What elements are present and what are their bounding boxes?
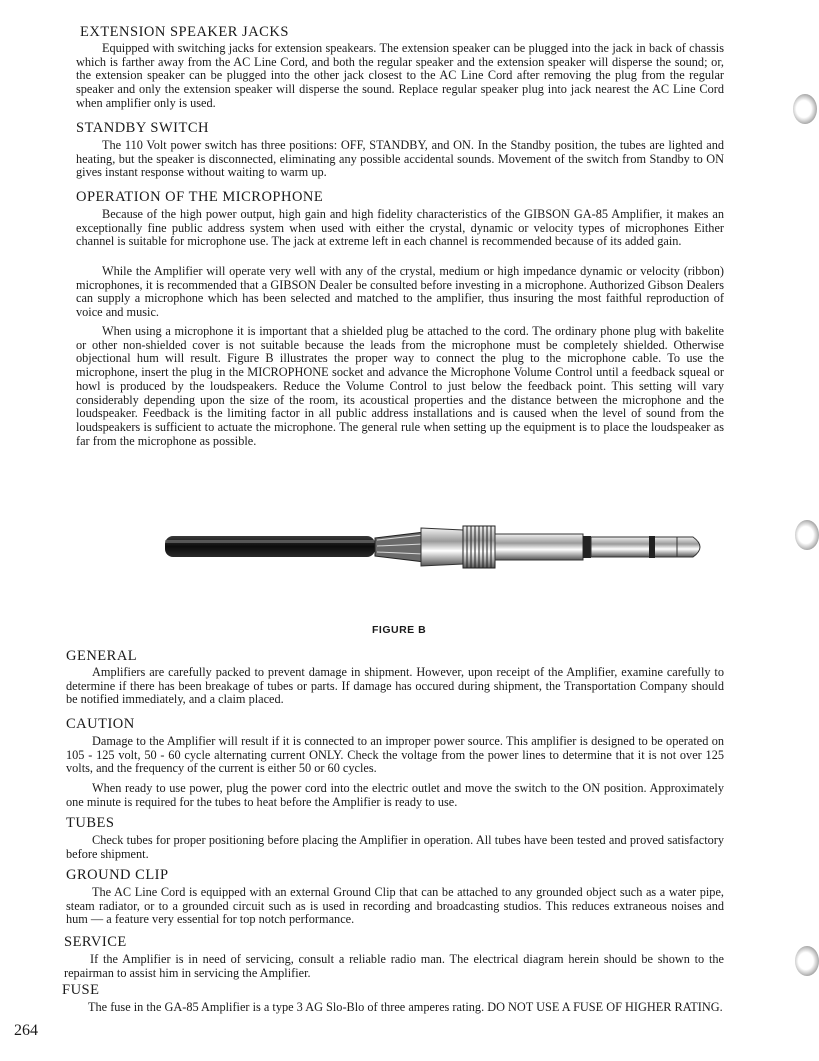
paragraph-general-1: Amplifiers are carefully packed to prevent damage in shipment. However, upon receipt of the Amplifier, examine carefully to determine if there has been breakage of tubes or parts. If damage has occured during shipment, the Transportation Company should be notified immediately, and a claim placed.	[66, 665, 724, 707]
paragraph-extension-1: Equipped with switching jacks for extension speakears. The extension speaker can be plugged into the jack in back of chassis which is farther away from the AC Line Cord, and both the regular speaker and the extension speaker will disperse the sound; or, the extension speaker can be plugged into the other jack closest to the AC Line Cord after removing the plug from the regular speaker and only the extension speaker will disperse the sound. Replace regular speaker plug into jack nearest the AC Line Cord when amplifier only is used.	[76, 41, 724, 110]
paragraph-fuse-1: The fuse in the GA-85 Amplifier is a type 3 AG Slo-Blo of three amperes rating. DO NOT USE A FUSE OF HIGHER RATING.	[88, 1000, 723, 1014]
heading-extension-speaker-jacks: EXTENSION SPEAKER JACKS	[80, 24, 289, 40]
paragraph-ground-1: The AC Line Cord is equipped with an external Ground Clip that can be attached to any grounded object such as a water pipe, steam radiator, or to a grounded circuit such as is used in recording and broadcasting studios. This reduces extraneous noises and hum — a feature very essential for top notch performance.	[66, 885, 724, 927]
punch-hole-middle	[795, 520, 819, 550]
heading-service: SERVICE	[64, 934, 127, 950]
page-number: 264	[14, 1022, 38, 1039]
punch-hole-bottom	[795, 946, 819, 976]
paragraph-microphone-3: When using a microphone it is important that a shielded plug be attached to the cord. The ordinary phone plug with bakelite or other non-shielded cover is not suitable because the leads from the microphone must be completely shielded. Otherwise objectional hum will result. Figure B illustrates the proper way to connect the plug to the microphone cable. To use the microphone, insert the plug in the MICROPHONE socket and advance the Microphone Volume Control until a feedback squeal or howl is produced by the loudspeakers. Reduce the Volume Control to just below the feedback point. This setting will vary considerably depending upon the size of the room, its acoustical properties and the distance between the microphone and the loudspeaker. Feedback is the limiting factor in all public address installations and is caused when the level of sound from the loudspeakers is sufficient to actuate the microphone. The general rule when setting up the equipment is to place the loudspeaker as far from the microphone as possible.	[76, 324, 724, 448]
heading-operation-of-microphone: OPERATION OF THE MICROPHONE	[76, 189, 324, 205]
paragraph-microphone-1: Because of the high power output, high gain and high fidelity characteristics of the GIBSON GA-85 Amplifier, it makes an exceptionally fine public address system when used with either the crystal, dynamic or velocity types of microphones Either channel is suitable for microphone use. The jack at extreme left in each channel is recommended because of its added gain.	[76, 207, 724, 249]
figure-caption: FIGURE B	[372, 624, 427, 636]
paragraph-microphone-2: While the Amplifier will operate very well with any of the crystal, medium or high impedance dynamic or velocity (ribbon) microphones, it is recommended that a GIBSON Dealer be consulted before investing in a microphone. Authorized Gibson Dealers can supply a microphone which has been selected and matched to the amplifier, thus insuring the most faithful reproduction of voice and music.	[76, 264, 724, 320]
figure-b-shielded-plug-illustration	[163, 520, 708, 590]
heading-tubes: TUBES	[66, 815, 115, 831]
heading-fuse: FUSE	[62, 982, 100, 998]
paragraph-caution-2: When ready to use power, plug the power cord into the electric outlet and move the switch to the ON position. Approximately one minute is required for the tubes to heat before the Amplifier is ready to use.	[66, 781, 724, 809]
punch-hole-top	[793, 94, 817, 124]
paragraph-standby-1: The 110 Volt power switch has three positions: OFF, STANDBY, and ON. In the Standby position, the tubes are lighted and heating, but the speaker is disconnected, eliminating any possible accidental sounds. Movement of the switch from Standby to ON gives instant response without waiting to warm up.	[76, 138, 724, 180]
heading-caution: CAUTION	[66, 716, 135, 732]
paragraph-caution-1: Damage to the Amplifier will result if it is connected to an improper power source. This amplifier is designed to be operated on 105 - 125 volt, 50 - 60 cycle alternating current ONLY. Check the voltage from the power lines to determine that it is not over 125 volts, and the frequency of the current is either 50 or 60 cycles.	[66, 734, 724, 776]
cable-shape	[165, 536, 375, 557]
heading-ground-clip: GROUND CLIP	[66, 867, 169, 883]
heading-general: GENERAL	[66, 648, 138, 664]
paragraph-tubes-1: Check tubes for proper positioning before placing the Amplifier in operation. All tubes have been tested and proved satisfactory before shipment.	[66, 833, 724, 861]
paragraph-service-1: If the Amplifier is in need of servicing, consult a reliable radio man. The electrical diagram herein should be shown to the repairman to assist him in servicing the Amplifier.	[64, 952, 724, 980]
heading-standby-switch: STANDBY SWITCH	[76, 120, 209, 136]
